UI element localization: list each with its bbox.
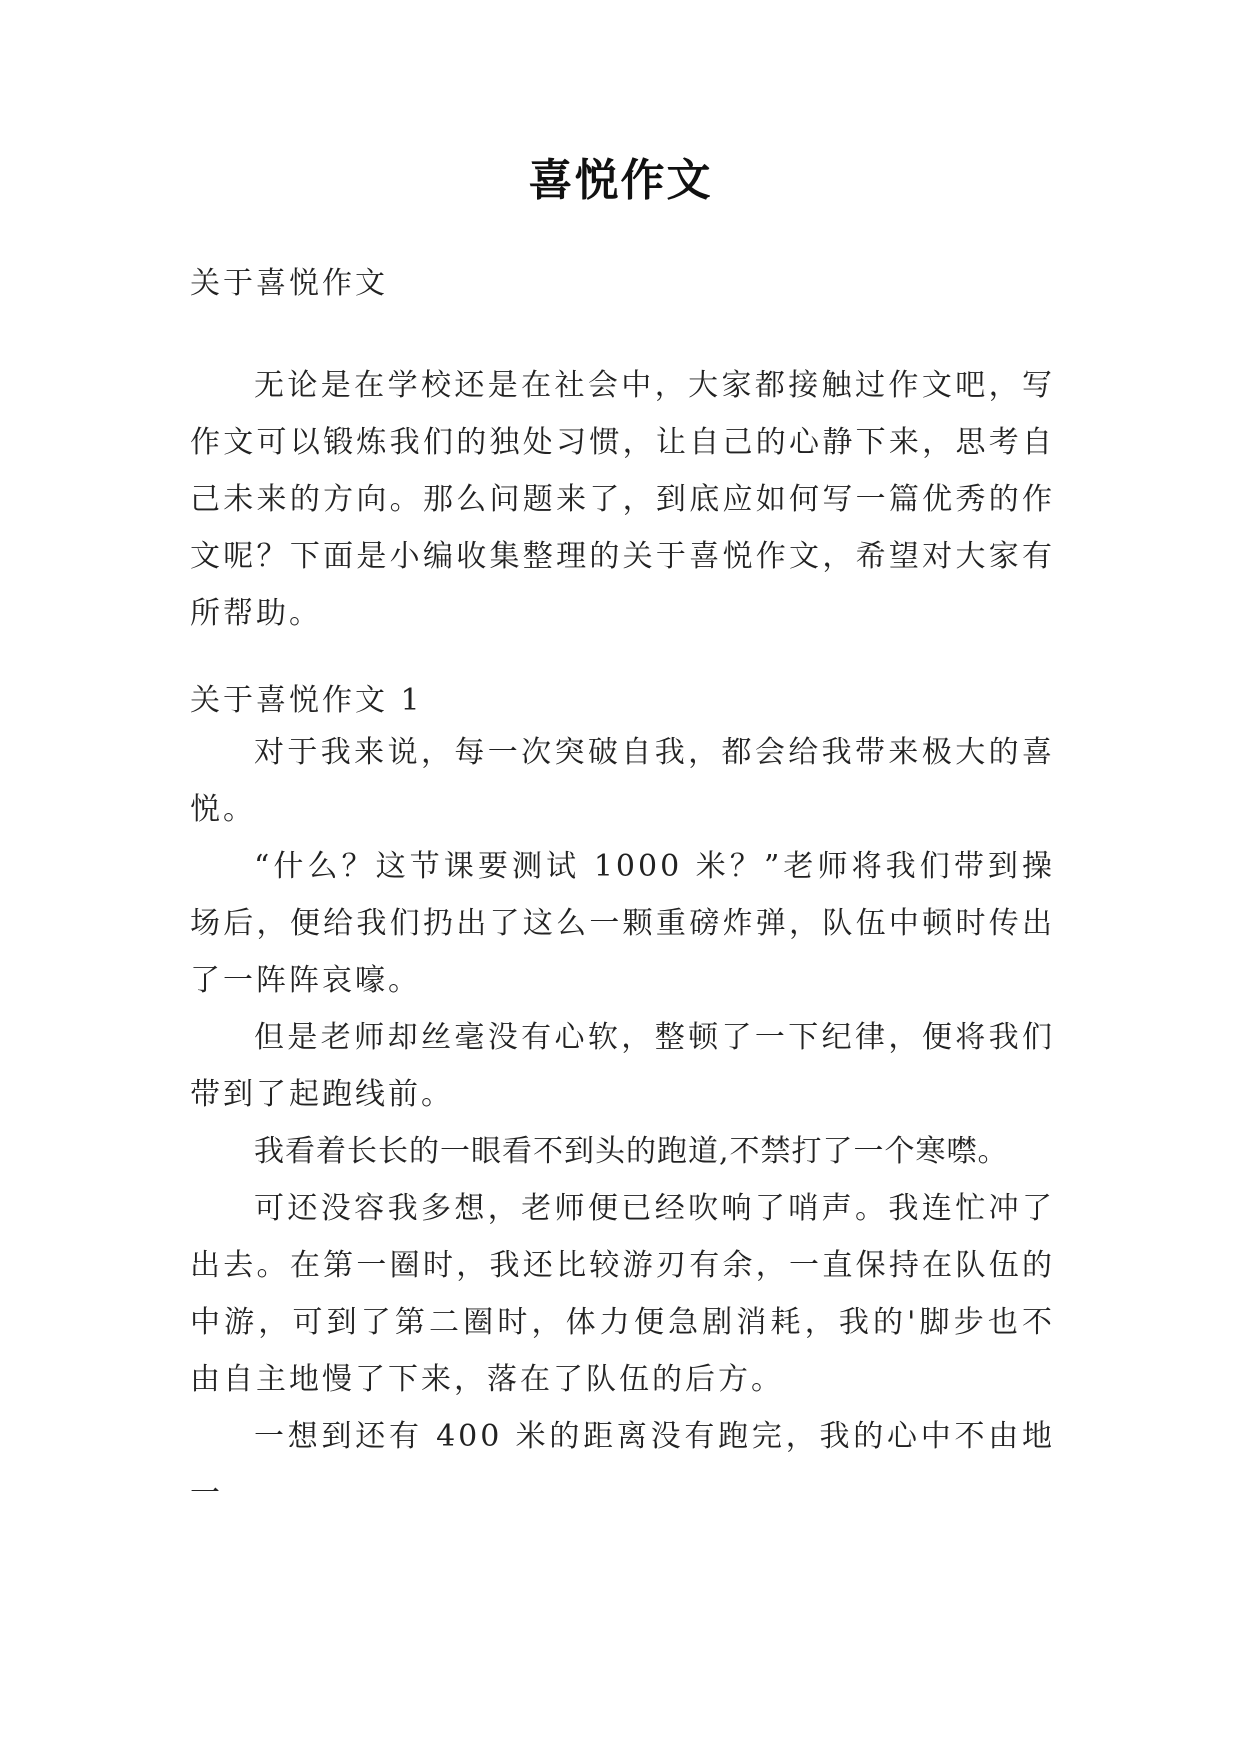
intro-paragraph: 无论是在学校还是在社会中，大家都接触过作文吧，写作文可以锻炼我们的独处习惯，让自己的心静下来，思考自己未来的方向。那么问题来了，到底应如何写一篇优秀的作文呢？下面是小编收集整理的关于喜悦作文，希望对大家有所帮助。 [190,368,1055,631]
paragraph: 我看着长长的一眼看不到头的跑道,不禁打了一个寒噤。 [254,1134,1009,1169]
subheading: 关于喜悦作文 [190,266,388,301]
section-body [190,724,1055,1522]
paragraph: 对于我来说，每一次突破自我，都会给我带来极大的喜悦。 [190,735,1055,827]
paragraph: “什么？这节课要测试 1000 米？”老师将我们带到操场后，便给我们扔出了这么一颗重磅炸弹，队伍中顿时传出了一阵阵哀嚎。 [190,849,1055,998]
paragraph: 但是老师却丝毫没有心软，整顿了一下纪律，便将我们带到了起跑线前。 [190,1020,1055,1112]
section-heading: 关于喜悦作文 1 [190,683,423,718]
paragraph: 一想到还有 400 米的距离没有跑完，我的心中不由地一 [190,1419,1055,1511]
intro-block [190,357,1055,642]
paragraph: 可还没容我多想，老师便已经吹响了哨声。我连忙冲了出去。在第一圈时，我还比较游刃有余，一直保持在队伍的中游，可到了第二圈时，体力便急剧消耗，我的'脚步也不由自主地慢了下来，落在了队伍的后方。 [190,1191,1055,1397]
document-title: 喜悦作文 [528,155,713,206]
